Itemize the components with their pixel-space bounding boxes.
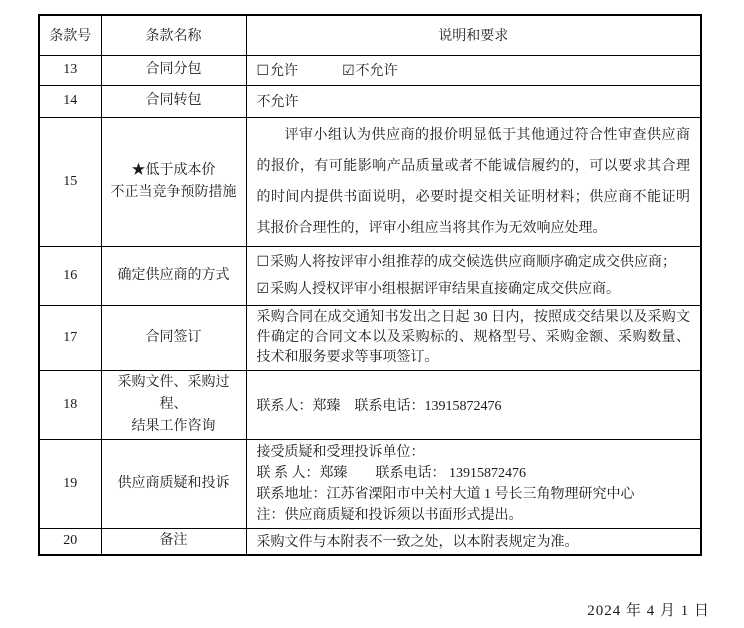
clause-desc	[246, 305, 701, 370]
clause-desc-paragraph: 采购合同在成交通知书发出之日起 30 日内，按照成交结果以及采购文件确定的合同文本以及采购标的、规格型号、采购金额、采购数量、技术和服务要求等事项签订。	[256, 309, 690, 365]
clause-desc: 采购文件与本附表不一致之处，以本附表规定为准。	[246, 528, 701, 555]
clause-name: 供应商质疑和投诉	[101, 439, 246, 528]
table-row-14	[39, 85, 701, 117]
checkbox-checked-icon: ☑	[342, 63, 355, 79]
checkbox-checked-icon: ☑	[256, 280, 270, 297]
table-row-20	[39, 528, 701, 555]
clause-name	[101, 117, 246, 246]
option-allow	[257, 60, 299, 80]
clause-desc: 联系人：郑臻 联系电话：13915872476	[246, 370, 701, 439]
clause-name-line: 结果工作咨询	[131, 418, 216, 434]
table-row-17	[39, 305, 701, 370]
option-not-allow	[342, 60, 398, 80]
clause-no: 15	[39, 117, 101, 246]
clause-name-line: 不正当竞争预防措施	[110, 184, 237, 200]
table-row-16	[39, 246, 701, 305]
checkbox-unchecked-icon: ☐	[256, 253, 270, 270]
clause-desc	[246, 439, 701, 528]
table-row-15	[39, 117, 701, 246]
table-row-18	[39, 370, 701, 439]
checkbox-unchecked-icon: ☐	[256, 63, 270, 79]
contact-person-line: 联 系 人：郑臻 联系电话： 13915872476	[256, 465, 526, 481]
clause-no: 13	[39, 55, 101, 85]
table-row-13	[39, 55, 701, 85]
clause-no: 17	[39, 305, 101, 370]
option-label: 采购人将按评审小组推荐的成交候选供应商顺序确定成交供应商；	[270, 254, 677, 270]
document-date: 2024 年 4 月 1 日	[587, 603, 710, 619]
table-header-row	[39, 15, 701, 55]
table-row-19	[39, 439, 701, 528]
header-clause-no: 条款号	[39, 15, 101, 55]
option-label: 不允许	[355, 64, 398, 79]
clause-name-line: 采购文件、采购过程、	[117, 374, 230, 412]
clause-name-line: ★低于成本价	[131, 162, 216, 178]
clause-no: 19	[39, 439, 101, 528]
clause-no: 20	[39, 528, 101, 555]
clause-name	[101, 370, 246, 439]
option-recommended-order	[257, 249, 691, 276]
clause-name: 合同分包	[101, 55, 246, 85]
header-description: 说明和要求	[246, 15, 701, 55]
clause-desc-paragraph: 评审小组认为供应商的报价明显低于其他通过符合性审查供应商的报价，有可能影响产品质量或者不能诚信履约的，可以要求其合理的时间内提供书面说明，必要时提交相关证明材料；供应商不能证明其报价合理性的，评审小组应当将其作为无效响应处理。	[256, 127, 690, 236]
clause-name: 备注	[101, 528, 246, 555]
complaint-note-line: 注：供应商质疑和投诉须以书面形式提出。	[256, 507, 523, 523]
clause-desc	[246, 246, 701, 305]
clause-no: 16	[39, 246, 101, 305]
contact-address-line: 联系地址：江苏省溧阳市中关村大道 1 号长三角物理研究中心	[256, 486, 635, 502]
clause-desc	[246, 117, 701, 246]
clause-name: 确定供应商的方式	[101, 246, 246, 305]
clause-no: 18	[39, 370, 101, 439]
option-label: 采购人授权评审小组根据评审结果直接确定成交供应商。	[270, 281, 621, 297]
clause-desc: 不允许	[246, 85, 701, 117]
clause-desc	[246, 55, 701, 85]
clause-name: 合同转包	[101, 85, 246, 117]
clauses-table	[38, 14, 702, 556]
option-authorized-direct	[257, 276, 691, 303]
header-clause-name: 条款名称	[101, 15, 246, 55]
complaint-unit-line: 接受质疑和受理投诉单位：	[256, 444, 425, 460]
option-label: 允许	[270, 64, 299, 79]
clause-name: 合同签订	[101, 305, 246, 370]
clause-no: 14	[39, 85, 101, 117]
